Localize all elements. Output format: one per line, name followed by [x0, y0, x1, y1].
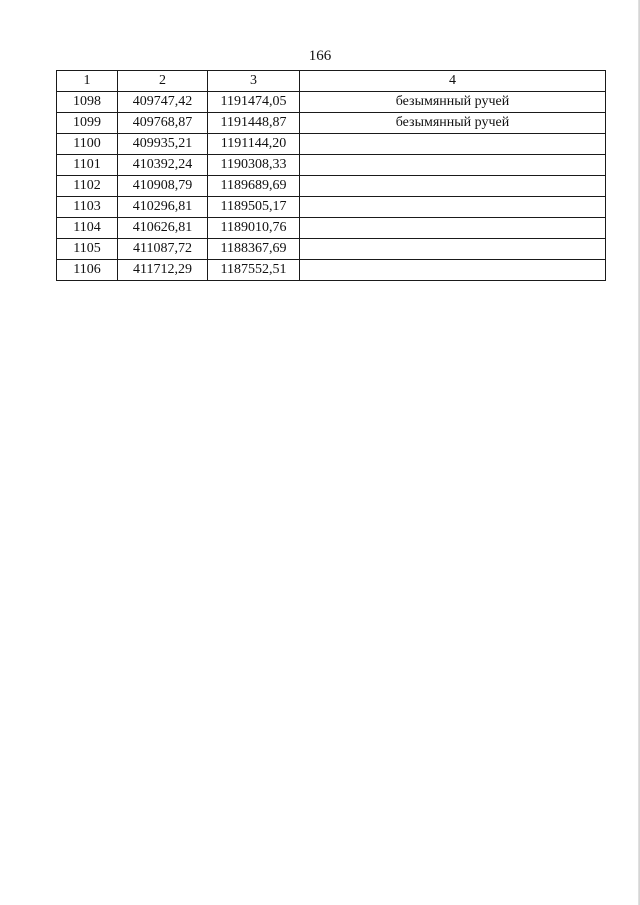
table-row: [57, 134, 606, 155]
table-header-row: [57, 71, 606, 92]
x-coordinate-cell: 410908,79: [118, 176, 208, 197]
x-coordinate-cell: 410626,81: [118, 218, 208, 239]
point-number-cell: 1098: [57, 92, 118, 113]
point-number-cell: 1102: [57, 176, 118, 197]
x-coordinate-cell: 409768,87: [118, 113, 208, 134]
point-number-cell: 1104: [57, 218, 118, 239]
x-coordinate-cell: 411712,29: [118, 260, 208, 281]
point-number-cell: 1106: [57, 260, 118, 281]
point-number-cell: 1099: [57, 113, 118, 134]
description-cell: [300, 176, 606, 197]
description-cell: [300, 134, 606, 155]
point-number-cell: 1105: [57, 239, 118, 260]
point-number-cell: 1101: [57, 155, 118, 176]
table-row: [57, 260, 606, 281]
description-cell: безымянный ручей: [300, 92, 606, 113]
description-cell: [300, 197, 606, 218]
y-coordinate-cell: 1189010,76: [208, 218, 300, 239]
x-coordinate-cell: 411087,72: [118, 239, 208, 260]
description-cell: безымянный ручей: [300, 113, 606, 134]
y-coordinate-cell: 1191144,20: [208, 134, 300, 155]
x-coordinate-cell: 410392,24: [118, 155, 208, 176]
description-cell: [300, 260, 606, 281]
x-coordinate-cell: 410296,81: [118, 197, 208, 218]
y-coordinate-cell: 1189505,17: [208, 197, 300, 218]
table-row: [57, 239, 606, 260]
y-coordinate-cell: 1190308,33: [208, 155, 300, 176]
y-coordinate-cell: 1191474,05: [208, 92, 300, 113]
table-row: [57, 92, 606, 113]
point-number-cell: 1100: [57, 134, 118, 155]
header-cell: 1: [57, 71, 118, 92]
table-row: [57, 155, 606, 176]
x-coordinate-cell: 409935,21: [118, 134, 208, 155]
y-coordinate-cell: 1188367,69: [208, 239, 300, 260]
table-row: [57, 197, 606, 218]
y-coordinate-cell: 1189689,69: [208, 176, 300, 197]
y-coordinate-cell: 1191448,87: [208, 113, 300, 134]
table-row: [57, 113, 606, 134]
header-cell: 3: [208, 71, 300, 92]
header-cell: 2: [118, 71, 208, 92]
description-cell: [300, 218, 606, 239]
coordinates-table: [56, 70, 606, 281]
header-cell: 4: [300, 71, 606, 92]
description-cell: [300, 155, 606, 176]
page-number: 166: [308, 48, 332, 64]
x-coordinate-cell: 409747,42: [118, 92, 208, 113]
table-row: [57, 218, 606, 239]
table-row: [57, 176, 606, 197]
description-cell: [300, 239, 606, 260]
y-coordinate-cell: 1187552,51: [208, 260, 300, 281]
point-number-cell: 1103: [57, 197, 118, 218]
